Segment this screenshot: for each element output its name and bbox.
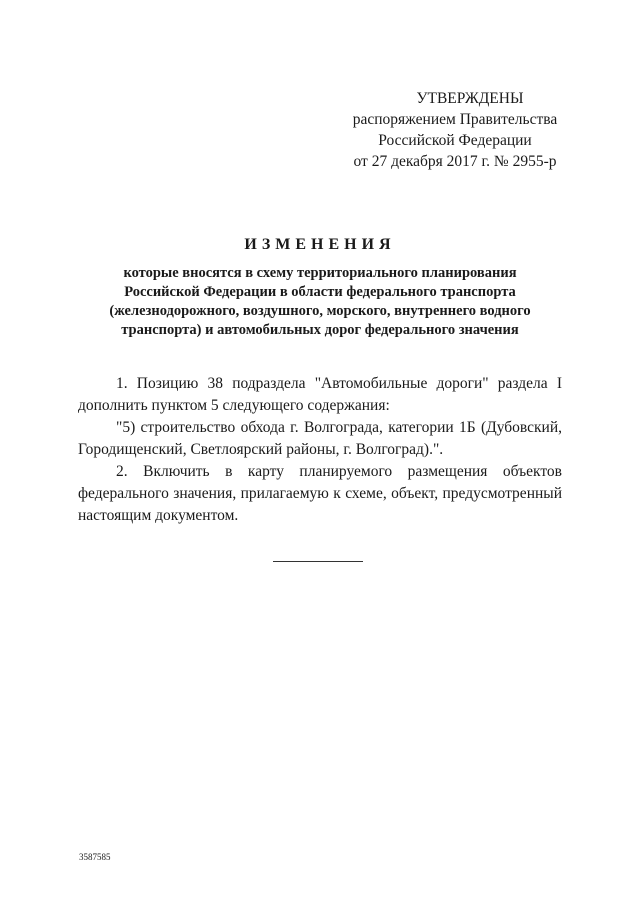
document-subtitle: [60, 264, 580, 340]
paragraph-3-rest: федерального значения, прилагаемую к схеме, объект, предусмотренный настоящим документом.: [78, 485, 562, 524]
paragraph-2-first-line: "5) строительство обхода г. Волгограда, категории 1Б (Дубовский,: [116, 419, 562, 436]
document-title: ИЗМЕНЕНИЯ: [244, 236, 396, 253]
approval-line-3: от 27 декабря 2017 г. № 2955-р: [353, 153, 557, 170]
subtitle-line-4: транспорта) и автомобильных дорог федерального значения: [121, 322, 519, 338]
paragraph-1: [78, 373, 562, 417]
subtitle-line-2: Российской Федерации в области федерального транспорта: [124, 284, 516, 300]
paragraph-1-first-line: 1. Позицию 38 подраздела "Автомобильные дороги" раздела I: [116, 375, 562, 392]
paragraph-2-rest: Городищенский, Светлоярский районы, г. Волгоград).".: [78, 441, 444, 458]
document-number: 3587585: [79, 852, 111, 862]
paragraph-1-rest: дополнить пунктом 5 следующего содержания:: [78, 397, 390, 414]
paragraph-3: [78, 461, 562, 527]
approval-heading: УТВЕРЖДЕНЫ: [416, 90, 524, 107]
end-separator-line: [273, 561, 363, 562]
subtitle-line-3: (железнодорожного, воздушного, морского, внутреннего водного: [109, 303, 531, 319]
document-body: [78, 373, 562, 527]
paragraph-2: [78, 417, 562, 461]
approval-line-2: Российской Федерации: [378, 132, 532, 149]
approval-line-1: распоряжением Правительства: [352, 111, 558, 128]
approval-block: [330, 88, 580, 172]
subtitle-line-1: которые вносятся в схему территориального планирования: [123, 265, 517, 281]
paragraph-3-first-line: 2. Включить в карту планируемого размещения объектов: [116, 463, 562, 480]
